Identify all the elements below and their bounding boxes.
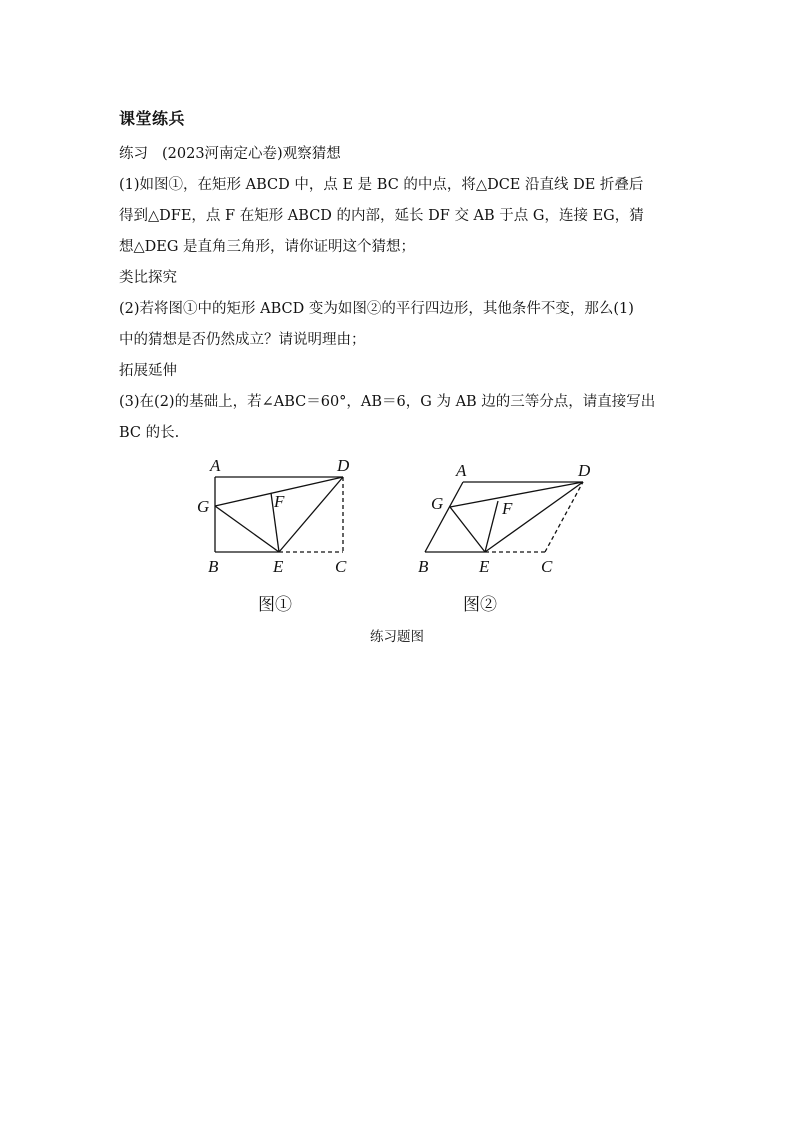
- label-a: A: [210, 456, 221, 475]
- label-a: A: [456, 461, 467, 480]
- label-e: E: [479, 557, 490, 576]
- label-d: D: [578, 461, 591, 480]
- label-e: E: [273, 557, 284, 576]
- exercise-label: 练习: [119, 146, 148, 162]
- segment-gd: [450, 482, 583, 507]
- segment-ed: [485, 482, 583, 552]
- part3-line1: (3)在(2)的基础上，若∠ABC＝60°，AB＝6，G 为 AB 边的三等分点，请直接写出: [119, 394, 656, 410]
- label-d: D: [337, 456, 350, 475]
- label-c: C: [335, 557, 347, 576]
- figure-1: [190, 452, 360, 615]
- figure-2-caption: 图②: [463, 595, 497, 615]
- label-b: B: [418, 557, 429, 576]
- label-c: C: [541, 557, 553, 576]
- figure-row: [190, 452, 620, 622]
- edge-cd-dashed: [545, 482, 583, 552]
- part1-line1: (1)如图①，在矩形 ABCD 中，点 E 是 BC 的中点，将△DCE 沿直线 DE 折叠后: [119, 177, 644, 193]
- section-title: 课堂练兵: [119, 109, 186, 128]
- label-g: G: [431, 494, 444, 513]
- figure-2-diagram: [400, 452, 600, 582]
- label-f: F: [502, 499, 513, 518]
- exercise-header: [119, 144, 679, 164]
- figure-title: 练习题图: [370, 629, 424, 645]
- figure-1-caption: 图①: [258, 595, 292, 615]
- label-b: B: [208, 557, 219, 576]
- segment-ed: [279, 477, 343, 552]
- label-f: F: [274, 492, 285, 511]
- part1-line2: 得到△DFE，点 F 在矩形 ABCD 的内部，延长 DF 交 AB 于点 G，连接 EG，猜: [119, 208, 644, 224]
- segment-ge: [450, 507, 485, 552]
- figure-1-diagram: [190, 452, 360, 582]
- part2-line2: 中的猜想是否仍然成立？请说明理由；: [119, 332, 366, 348]
- figure-2: [400, 452, 600, 615]
- heading-analogy: 类比探究: [119, 270, 177, 286]
- exercise-source: (2023河南定心卷)观察猜想: [162, 146, 341, 162]
- heading-extension: 拓展延伸: [119, 363, 177, 379]
- part3-line2: BC 的长.: [119, 425, 180, 441]
- segment-ge: [215, 506, 279, 552]
- part1-line3: 想△DEG 是直角三角形，请你证明这个猜想；: [119, 239, 416, 255]
- part2-line1: (2)若将图①中的矩形 ABCD 变为如图②的平行四边形，其他条件不变，那么(1): [119, 301, 634, 317]
- label-g: G: [197, 497, 210, 516]
